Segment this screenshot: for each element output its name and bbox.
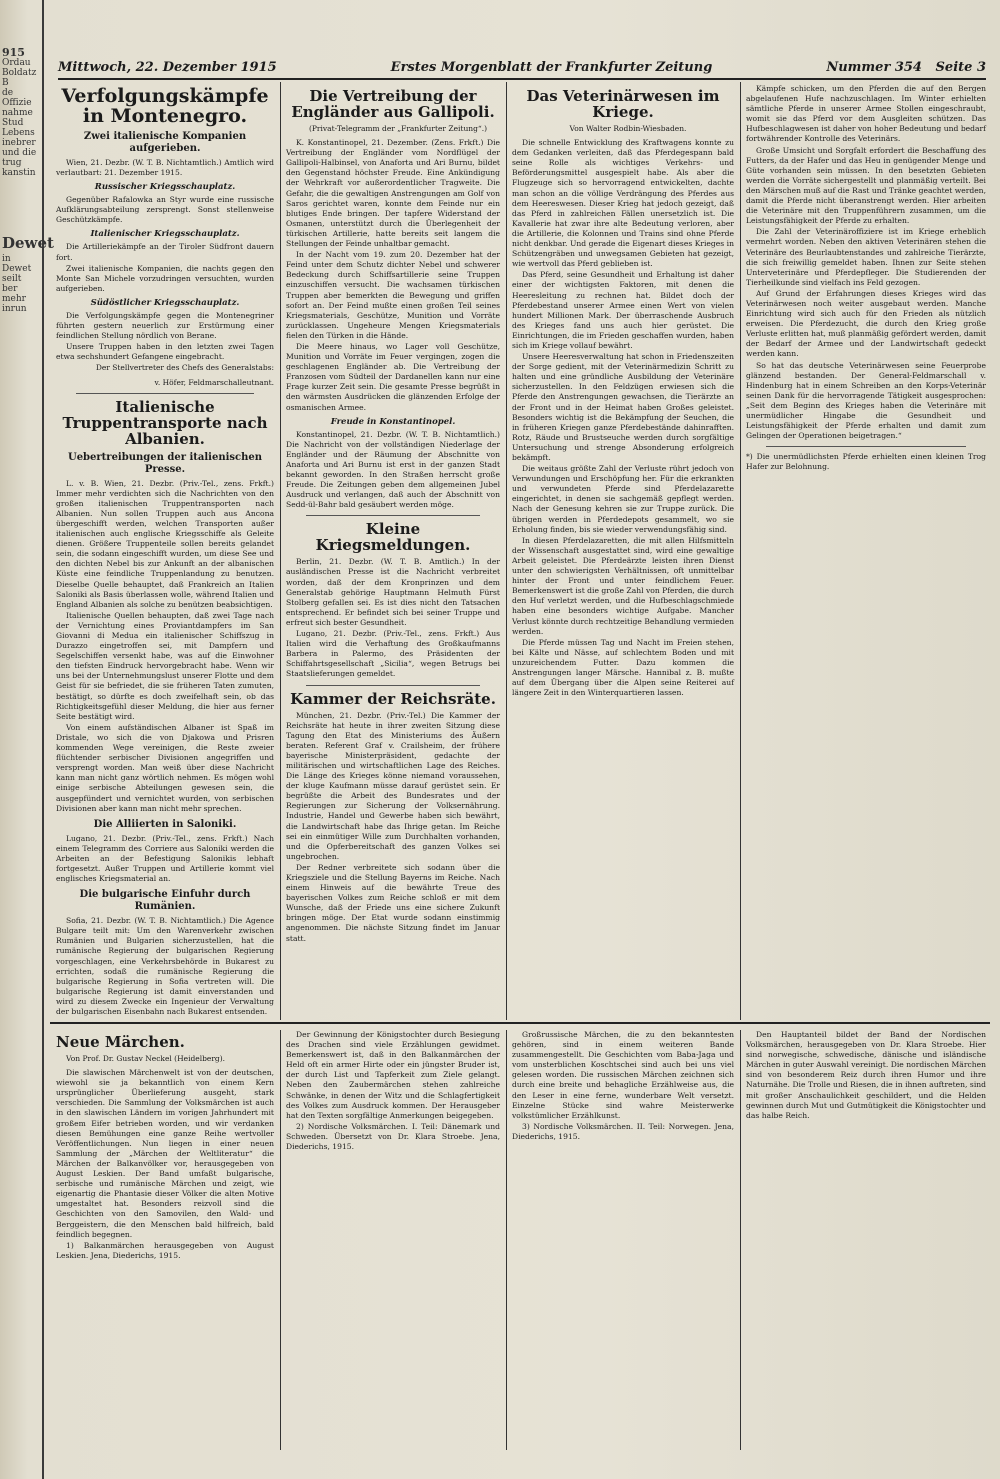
edge-line: B: [2, 78, 9, 88]
column-rule: [280, 82, 281, 1020]
footnote: 3) Nordische Volksmärchen. II. Teil: Norwegen. Jena, Diederichs, 1915.: [512, 1121, 734, 1141]
edge-line: kanstin: [2, 168, 36, 178]
paragraph: Das Pferd, seine Gesundheit und Erhaltung ist daher einer der wichtigsten Faktoren, mit denen die Heeresleitung zu rechnen hat. Bildet doch der Pferdebestand unserer Armee einen Wert von vielen hundert Millionen Mark. Der überraschende Ausbruch des Krieges fand uns auch hier gerüstet. Die Einrichtungen, die im Frieden geschaffen wurden, haben sich im Kriege vollauf bewährt.: [512, 270, 734, 350]
edge-line: in: [2, 254, 11, 264]
previous-page-edge: [0, 0, 54, 1479]
paragraph: Die Verfolgungskämpfe gegen die Montenegriner führten gestern neuerlich zur Erstürmung einer feindlichen Stellung nördlich von Berane.: [56, 310, 274, 341]
article-title-veterinaerwesen: Das Veterinärwesen im Kriege.: [526, 87, 720, 121]
paragraph: Kämpfe schicken, um den Pferden die auf den Bergen abgelaufenen Hufe nachzuschlagen. Im Winter erhielten sämtliche Pferde in unserer Armee Stollen eingeschraubt, womit sie das Pferd vor dem Ausgleiten schützen. Das Hufbeschlagwesen ist daher von hoher Bedeutung und bedarf fortwährender Kontrolle des Veterinärs.: [746, 84, 986, 144]
article-title-neue-maerchen: Neue Märchen.: [56, 1033, 185, 1051]
column-4: [746, 84, 986, 1018]
edge-line: Stud: [2, 118, 24, 128]
paragraph: Die schnelle Entwicklung des Kraftwagens konnte zu dem Gedanken verleiten, daß das Pferdegespann bald seine Rolle als wichtiges Verkehrs- und Beförderungsmittel ausgespielt habe. Als aber die Flugzeuge sich so hervorragend entwickelten, dachte man schon an die völlige Verdrängung des Pferdes aus dem Heereswesen. Dieser Krieg hat jedoch gezeigt, daß das Pferd in zahlreichen Fällen unersetzlich ist. Die Kavallerie hat zwar ihre alte Bedeutung verloren, aber die Artillerie, die Kolonnen und Trains sind ohne Pferde nicht denkbar. Und gerade die Eigenart dieses Krieges in Schützengräben und unwegsamen Gebieten hat gezeigt, wie wertvoll das Pferd geblieben ist.: [512, 138, 734, 269]
issue-number: Nummer 354: [826, 59, 922, 75]
edge-line: nahme: [2, 108, 33, 118]
article-subtitle: Uebertreibungen der italienischen Presse.: [67, 451, 263, 475]
paragraph: Unsere Truppen haben in den letzten zwei Tagen etwa sechshundert Gefangene eingebracht.: [56, 342, 274, 362]
paragraph: Großrussische Märchen, die zu den bekanntesten gehören, sind in einem weiteren Bande zusammengestellt. Die Geschichten vom Baba-Jaga und vom unsterblichen Koschtschei sind auch bei uns viel gelesen worden. Die russischen Märchen zeichnen sich durch eine breite und behagliche Erzählweise aus, die den Leser in eine ferne, wunderbare Welt versetzt. Einzelne Stücke sind wahre Meisterwerke volkstümlicher Erzählkunst.: [512, 1030, 734, 1120]
paragraph: L. v. B. Wien, 21. Dezbr. (Priv.-Tel., zens. Frkft.) Immer mehr verdichten sich die Nachrichten von den großen italienischen Truppentransporten nach Albanien. Nun sollen Truppen auch aus Ancona übergeschifft werden, welchen Transporten außer italienischen auch englische Kriegsschiffe als Geleite dienen. Größere Truppenteile sollen bereits gelandet sein, die sodann eingeschifft wurden, um diese See und den dichten Nebel bis zur Ankunft an der albanischen Küste eine feindliche Truppenlandung zu benutzen. Dieselbe Quelle behauptet, daß Frankreich an Italien Saloniki als Basis überlassen wolle, während Italien und England Albanien als solche zu benützen beabsichtigen.: [56, 478, 274, 609]
footnote: 1) Balkanmärchen herausgegeben von August Leskien. Jena, Diederichs, 1915.: [56, 1240, 274, 1260]
paragraph: Gegenüber Rafalowka an Styr wurde eine russische Aufklärungsabteilung zersprengt. Sonst stellenweise Geschützkämpfe.: [56, 195, 274, 225]
signature: Der Stellvertreter des Chefs des Generalstabs:: [95, 363, 274, 373]
paragraph: Die Artilleriekämpfe an der Tiroler Südfront dauern fort.: [56, 242, 274, 262]
article-title-gallipoli: Die Vertreibung der Engländer aus Gallipoli.: [291, 87, 495, 121]
paragraph: München, 21. Dezbr. (Priv.-Tel.) Die Kammer der Reichsräte hat heute in ihrer zweiten Sitzung diese Tagung den Etat des Ministeriums des Äußern beraten. Referent Graf v. Crailsheim, der frühere bayerische Ministerpräsident, gedachte der militärischen und wirtschaftlichen Lage des Reiches. Die Länge des Krieges könne niemand voraussehen, der kluge Kaufmann müsse darauf gerüstet sein. Er begrüßte die Arbeit des Bundesrates und der Regierungen zur Sicherung der Volksernährung. Industrie, Handel und Gewerbe haben sich bewährt, die Landwirtschaft habe das Ihrige getan. Im Reiche sei ein einmütiger Wille zum Durchhalten vorhanden, und die Opferbereitschaft des ganzen Volkes sei ungebrochen.: [286, 710, 500, 861]
separator: [306, 685, 480, 686]
separator: [766, 446, 966, 447]
paragraph: So hat das deutsche Veterinärwesen seine Feuerprobe glänzend bestanden. Der General-Feldmarschall v. Hindenburg hat in einem Schreiben an den Korps-Veterinär seinen Dank für die hervorragende Tätigkeit ausgesprochen: „Seit dem Beginn des Krieges haben die Veterinäre mit unermüdlicher Hingabe die Gesundheit und Leistungsfähigkeit der Pferde erhalten und damit zum Gelingen der Operationen beigetragen.“: [746, 360, 986, 441]
masthead: [58, 58, 986, 76]
column-1: [56, 84, 274, 1018]
edge-line: trug: [2, 158, 22, 168]
paragraph: Lugano, 21. Dezbr. (Priv.-Tel., zens. Frkft.) Nach einem Telegramm des Corriere aus Saloniki werden die Arbeiten an der Befestigung Salonikis lebhaft fortgesetzt. Außer Truppen und Artillerie kommt viel englisches Kriegsmaterial an.: [56, 833, 274, 884]
masthead-paper-name: Erstes Morgenblatt der Frankfurter Zeitung: [390, 59, 713, 75]
paragraph: Die weitaus größte Zahl der Verluste rührt jedoch von Verwundungen und Erschöpfung her. Für die erkrankten und verwundeten Pferde sind Pferdelazarette eingerichtet, in denen sie sachgemäß gepflegt werden. Nach der Genesung kehren sie zur Truppe zurück. Die übrigen werden in Pferdedepots gesammelt, wo sie Erholung finden, bis sie wieder verwendungsfähig sind.: [512, 464, 734, 534]
edge-line: inrun: [2, 304, 27, 314]
paragraph: Die slawischen Märchenwelt ist von der deutschen, wiewohl sie ja bekanntlich von einem Kern ursprünglicher Überlieferung ausgeht, stark verschieden. Die Sammlung der Volksmärchen ist auch in den slawischen Ländern im vorigen Jahrhundert mit großem Eifer betrieben worden, und wir verdanken diesen Bemühungen eine ganze Reihe wertvoller Veröffentlichungen. Nun liegen in einer neuen Sammlung der „Märchen der Weltliteratur“ die Märchen der Balkanvölker vor, herausgegeben von August Leskien. Der Band umfaßt bulgarische, serbische und rumänische Märchen und zeigt, wie eigenartig die Phantasie dieser Völker die alten Motive umgestaltet hat. Besonders reizvoll sind die Geschichten von den Samovilen, den Wald- und Berggeistern, die den Menschen bald hilfreich, bald feindlich begegnen.: [56, 1068, 274, 1239]
paragraph: Den Hauptanteil bildet der Band der Nordischen Volksmärchen, herausgegeben von Dr. Klara Stroebe. Hier sind norwegische, schwedische, dänische und isländische Märchen in guter Auswahl vereinigt. Die nordischen Märchen sind von besonderem Reiz durch ihren Humor und ihre Naturnähe. Die Trolle und Riesen, die in ihnen auftreten, sind mit großer Anschaulichkeit geschildert, und die Helden gewinnen durch Mut und Gutmütigkeit die Königstochter und das halbe Reich.: [746, 1030, 986, 1120]
byline: (Privat-Telegramm der „Frankfurter Zeitung“.): [308, 124, 488, 133]
masthead-rule: [58, 78, 986, 80]
paragraph: K. Konstantinopel, 21. Dezember. (Zens. Frkft.) Die Vertreibung der Engländer vom Nordflügel der Gallipoli-Halbinsel, von Anaforta und Ari Burnu, bildet den Gegenstand höchster Freude. Eine Ankündigung der Wehrkraft vor außerordentlicher Tragweite. Die Gefahr, die die gewaltigen Anstrengungen am Golf von Saros gerichtet waren, konnte dem Feinde nur ein blutiges Ende bringen. Der tapfere Widerstand der Osmanen, unterstützt durch die Überlegenheit der türkischen Artillerie, hatte bereits seit langem die Stellungen der Feinde unhaltbar gemacht.: [286, 138, 500, 249]
edge-line: inebrer: [2, 138, 36, 148]
edge-page-number: 915: [2, 46, 25, 59]
paragraph: Große Umsicht und Sorgfalt erfordert die Beschaffung des Futters, da der Hafer und das Heu in genügender Menge und Güte vorhanden sein müssen. In den besetzten Gebieten werden die Vorräte sichergestellt und planmäßig verteilt. Bei den Märschen muß auf die Rast und Tränke geachtet werden, damit die Pferde nicht überanstrengt werden. Hier arbeiten die Veterinäre mit den Truppenführern zusammen, um die Leistungsfähigkeit der Pferde zu erhalten.: [746, 145, 986, 226]
edge-line: Offizie: [2, 98, 32, 108]
edge-line: mehr: [2, 294, 26, 304]
edge-line: Ordau: [2, 58, 31, 68]
byline: Von Prof. Dr. Gustav Neckel (Heidelberg).: [66, 1054, 226, 1063]
paragraph: Der Redner verbreitete sich sodann über die Kriegsziele und die Stellung Bayerns im Reiche. Nach einem Hinweis auf die bewährte Treue des bayerischen Volkes zum Reiche schloß er mit dem Wunsche, daß der Friede uns eine sichere Zukunft bringen möge. Der Etat wurde sodann einstimmig angenommen. Die nächste Sitzung findet im Januar statt.: [286, 862, 500, 943]
feuilleton-column-1: [56, 1030, 274, 1450]
section-heading: Südöstlicher Kriegsschauplatz.: [90, 297, 240, 308]
edge-heading: Dewet: [2, 234, 54, 252]
paragraph: Berlin, 21. Dezbr. (W. T. B. Amtlich.) In der ausländischen Presse ist die Nachricht verbreitet worden, daß der dem Kronprinzen und dem Generalstab gehörige Hauptmann Helmuth Fürst Stolberg gefallen sei. Es ist dies nicht den Tatsachen entsprechend. Er befindet sich bei seiner Truppe und erfreut sich bester Gesundheit.: [286, 557, 500, 627]
separator: [76, 393, 254, 394]
paragraph: Die Zahl der Veterinäroffiziere ist im Kriege erheblich vermehrt worden. Neben den aktiven Veterinären stehen die Veterinäre des Beurlaubtenstandes und zahlreiche Tierärzte, die sich freiwillig gemeldet haben. Ihnen zur Seite stehen Unterveterinäre und Pferdepfleger. Die Studierenden der Tierheilkunde sind vielfach ins Feld gezogen.: [746, 227, 986, 287]
paragraph: Unsere Heeresverwaltung hat schon in Friedenszeiten der Sorge gedient, mit der Veterinärmedizin Schritt zu halten und eine gründliche Ausbildung der Veterinäre sicherzustellen. In den Feldzügen erwiesen sich die Pferde den Anstrengungen gewachsen, die Tierärzte an der Front und in der Heimat haben Großes geleistet. Besonders wichtig ist die Bekämpfung der Seuchen, die in früheren Kriegen ganze Pferdebestände dahinrafften. Rotz, Räude und Brustseuche werden durch sorgfältige Untersuchung und strenge Absonderung erfolgreich bekämpft.: [512, 352, 734, 462]
edge-line: ber: [2, 284, 18, 294]
column-2: [286, 84, 500, 1018]
paragraph: Auf Grund der Erfahrungen dieses Krieges wird das Veterinärwesen noch weiter ausgebaut werden. Manche Einrichtung wird sich auch für den Frieden als nützlich erweisen. Die Pferdezucht, die durch den Krieg große Verluste erlitten hat, muß planmäßig gefördert werden, damit der Bedarf der Armee und der Landwirtschaft gedeckt werden kann.: [746, 288, 986, 359]
masthead-date: Mittwoch, 22. Dezember 1915: [58, 59, 277, 75]
edge-line: und die: [2, 148, 37, 158]
paragraph: Konstantinopel, 21. Dezbr. (W. T. B. Nichtamtlich.) Die Nachricht von der vollständigen Niederlage der Engländer und der Räumung der Abschnitte von Anaforta und Ari Burnu ist erst in der ganzen Stadt bekannt geworden. In den Straßen herrscht große Freude. Die Zeitungen geben dem allgemeinen Jubel Ausdruck und verlangen, daß auch der Abschnitt von Sedd-ül-Bahr bald gesäubert werden möge.: [286, 429, 500, 510]
byline: Von Walter Rodbin-Wiesbaden.: [569, 124, 687, 133]
edge-line: seilt: [2, 274, 22, 284]
column-rule: [740, 1030, 741, 1450]
paragraph: Zwei italienische Kompanien, die nachts gegen den Monte San Michele vorzudringen versuchten, wurden aufgerieben.: [56, 263, 274, 293]
edge-line: Dewet: [2, 264, 32, 274]
section-heading: Russischer Kriegsschauplatz.: [94, 182, 236, 193]
section-rule: [50, 1022, 990, 1024]
footnote: *) Die unermüdlichsten Pferde erhielten einen kleinen Trog Hafer zur Belohnung.: [746, 452, 986, 472]
paragraph: Der Gewinnung der Königstochter durch Besiegung des Drachen sind viele Erzählungen gewidmet. Bemerkenswert ist, daß in den Balkanmärchen der Held oft ein armer Hirte oder ein jüngster Bruder ist, der durch List und Tapferkeit zum Ziele gelangt. Neben den Zaubermärchen stehen zahlreiche Schwänke, in denen der Witz und die Schlagfertigkeit des Volkes zum Ausdruck kommen. Der Herausgeber hat den Texten sorgfältige Anmerkungen beigegeben.: [286, 1030, 500, 1120]
article-subtitle: Zwei italienische Kompanien aufgerieben.: [83, 131, 247, 154]
section-heading: Die bulgarische Einfuhr durch Rumänien.: [79, 889, 251, 913]
column-rule: [740, 82, 741, 1020]
paragraph: In diesen Pferdelazaretten, die mit allen Hilfsmitteln der Wissenschaft ausgestattet sind, wird eine gewaltige Arbeit geleistet. Die Pferdeärzte leisten ihren Dienst unter den schwierigsten Verhältnissen, oft unmittelbar hinter der Front und unter feindlichem Feuer. Bemerkenswert ist die große Zahl von Pferden, die durch den Huf verletzt werden, und die Hufbeschlagschmiede haben eine besonders wichtige Aufgabe. Mancher Verlust könnte durch rechtzeitige Behandlung vermieden werden.: [512, 535, 734, 636]
paragraph: Die Pferde müssen Tag und Nacht im Freien stehen, bei Kälte und Nässe, auf schlechtem Boden und mit unzureichendem Futter. Dazu kommen die Anstrengungen langer Märsche. Hannibal z. B. mußte auf dem Übergang über die Alpen seine Reiterei auf längere Zeit in den Winterquartieren lassen.: [512, 637, 734, 698]
column-rule: [506, 82, 507, 1020]
paragraph: Die Meere hinaus, wo Lager voll Geschütze, Munition und Vorräte im Feuer vergingen, zogen die geschlagenen Engländer ab. Die Vertreibung der Franzosen vom Südteil der Dardanellen kann nur eine Frage kurzer Zeit sein. Die gesamte Presse begrüßt in den wärmsten Ausdrücken die glänzenden Erfolge der osmanischen Armee.: [286, 341, 500, 412]
paragraph: Italienische Quellen behaupten, daß zwei Tage nach der Vernichtung eines Proviantdampfers im San Giovanni di Medua ein italienischer Schiffszug in Durazzo eingetroffen sei, mit Dampfern und Segelschiffen versenkt habe, was auf die Einwohner den tiefsten Eindruck hervorgebracht habe. Wenn wir uns bei der Unternehmungslust unserer Flotte und dem Geist für sie befriedet, die sie früheren Taten zumuten, bestätigt, so dürfte es doch zweifelhaft sein, ob das Richtigkeitsgefühl dieser Meldung, die hier aus ferner Seite bestätigt wird.: [56, 610, 274, 721]
feuilleton-column-2: [286, 1030, 500, 1450]
section-heading: Die Alliierten in Saloniki.: [93, 818, 237, 830]
footnote: 2) Nordische Volksmärchen. I. Teil: Dänemark und Schweden. Übersetzt von Dr. Klara Stroebe. Jena, Diederichs, 1915.: [286, 1121, 500, 1152]
signature-name: v. Höfer, Feldmarschalleutnant.: [154, 377, 274, 387]
paragraph: Von einem aufständischen Albaner ist Spaß im Dristale, wo sich die von Djakowa und Prisren kommenden Wege vereinigen, die Reste zweier flüchtender serbischer Divisionen angegriffen und versprengt worden. Man weiß über diese Nachricht kann man nicht ganz wörtlich nehmen. Es mögen wohl einige serbische Abteilungen gewesen sein, die ausgepfündert und vernichtet wurden, von serbischen Divisionen aber kann man nicht mehr sprechen.: [56, 722, 274, 813]
paragraph: In der Nacht vom 19. zum 20. Dezember hat der Feind unter dem Schutz dichter Nebel und schwerer Bedeckung durch Schiffsartillerie seine Truppen einzuschiffen versucht. Die wachsamen türkischen Truppen aber bemerkten die Bewegung und griffen sofort an. Der Feind mußte einen großen Teil seines Kriegsmaterials, Geschütze, Munition und Vorräte zurücklassen. Ungeheure Mengen Kriegsmaterials fielen den Türken in die Hände.: [286, 250, 500, 340]
column-3: [512, 84, 734, 1018]
paragraph: Sofia, 21. Dezbr. (W. T. B. Nichtamtlich.) Die Agence Bulgare teilt mit: Um den Warenverkehr zwischen Rumänien und Bulgarien sicherzustellen, hat die rumänische Regierung der bulgarischen Regierung vorgeschlagen, eine Verkehrsbehörde in Bukarest zu errichten, sodaß die rumänische Regierung die bulgarische Regierung in Sofia vertreten will. Die bulgarische Regierung ist damit einverstanden und wird zu diesem Zwecke ein Ingenieur der Verwaltung der bulgarischen Eisenbahn nach Bukarest entsenden.: [56, 916, 274, 1016]
edge-line: Boldatz: [2, 68, 37, 78]
article-title-reichsraete: Kammer der Reichsräte.: [290, 689, 496, 708]
section-heading: Freude in Konstantinopel.: [330, 416, 456, 427]
feuilleton-column-4: [746, 1030, 986, 1450]
edge-line: de: [2, 88, 14, 98]
article-title-kriegsmeldungen: Kleine Kriegsmeldungen.: [315, 520, 471, 555]
column-rule: [280, 1030, 281, 1450]
page-number: Seite 3: [935, 59, 986, 75]
article-title-albanien: Italienische Truppentransporte nach Albanien.: [62, 397, 268, 448]
dateline: Wien, 21. Dezbr. (W. T. B. Nichtamtlich.) Amtlich wird verlautbart: 21. Dezember 1915.: [56, 158, 274, 178]
feuilleton-column-3: [512, 1030, 734, 1450]
edge-line: Lebens: [2, 128, 35, 138]
separator: [306, 515, 480, 516]
masthead-issue: [826, 60, 986, 75]
column-rule: [506, 1030, 507, 1450]
paragraph: Lugano, 21. Dezbr. (Priv.-Tel., zens. Frkft.) Aus Italien wird die Verhaftung des Großkaufmanns Barbera in Palermo, des Präsidenten der Schiffahrtsgesellschaft „Sicilia“, wegen Betrugs bei Staatslieferungen gemeldet.: [286, 629, 500, 679]
article-title-montenegro: Verfolgungskämpfe in Montenegro.: [61, 85, 269, 127]
section-heading: Italienischer Kriegsschauplatz.: [90, 229, 240, 240]
